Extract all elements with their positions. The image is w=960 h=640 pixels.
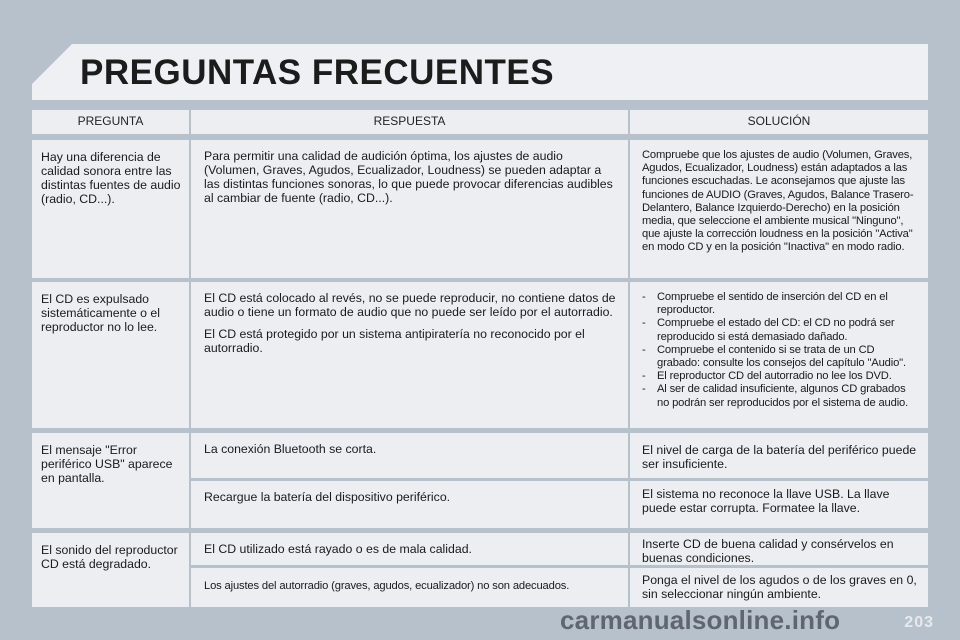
row4-answer-2: Los ajustes del autorradio (graves, agudos, ecualizador) no son adecuados. (191, 568, 628, 607)
list-item-text: Compruebe el contenido si se trata de un CD grabado: consulte los consejos del capítulo "Audio". (657, 343, 906, 370)
list-item (642, 370, 920, 383)
dash-bullet: - (642, 291, 646, 303)
row3-solution-2: El sistema no reconoce la llave USB. La llave puede estar corrupta. Formatee la llave. (630, 481, 928, 528)
list-item (642, 291, 920, 317)
dash-bullet: - (642, 317, 646, 330)
row1-answer: Para permitir una calidad de audición óptima, los ajustes de audio (Volumen, Graves, Agudos, Ecualizador, Loudness) se pueden adaptar a las distintas funciones sonoras, lo que puede provocar diferencias audibles al cambiar de fuente (radio, CD...). (191, 140, 628, 278)
header-answer: RESPUESTA (191, 110, 628, 134)
row4-solution-2: Ponga el nivel de los agudos o de los graves en 0, sin seleccionar ningún ambiente. (630, 568, 928, 607)
row2-answer-paragraph-1: El CD está colocado al revés, no se puede reproducir, no contiene datos de audio o tiene un formato de audio que no puede ser leído por el autorradio. (204, 291, 616, 319)
list-item-text: El reproductor CD del autorradio no lee los DVD. (657, 370, 892, 383)
row4-question: El sonido del reproductor CD está degradado. (32, 533, 189, 607)
page-title: PREGUNTAS FRECUENTES (80, 53, 555, 92)
row2-solution-list (642, 291, 920, 410)
list-item (642, 317, 920, 343)
row3-answer-1: La conexión Bluetooth se corta. (191, 433, 628, 478)
page-number: 203 (904, 614, 934, 631)
row3-solution-1: El nivel de carga de la batería del periférico puede ser insuficiente. (630, 433, 928, 478)
list-item-text: Al ser de calidad insuficiente, algunos CD grabados no podrán ser reproducidos por el sistema de audio. (657, 383, 909, 409)
watermark-text: carmanualsonline.info (560, 605, 841, 635)
row3-question: El mensaje "Error periférico USB" aparece en pantalla. (32, 433, 189, 528)
header-solution: SOLUCIÓN (630, 110, 928, 134)
dash-bullet: - (642, 343, 646, 356)
list-item (642, 344, 920, 370)
dash-bullet: - (642, 370, 646, 383)
row2-solution (630, 282, 928, 428)
list-item-text: Compruebe el sentido de inserción del CD en el reproductor. (657, 291, 888, 317)
row2-question: El CD es expulsado sistemáticamente o el reproductor no lo lee. (32, 282, 189, 428)
row2-answer-paragraph-2: El CD está protegido por un sistema antipiratería no reconocido por el autorradio. (204, 327, 585, 355)
dash-bullet: - (642, 383, 646, 396)
list-item (642, 383, 920, 409)
header-question: PREGUNTA (32, 110, 189, 134)
row4-solution-1: Inserte CD de buena calidad y consérvelos en buenas condiciones. (630, 533, 928, 565)
row4-answer-1: El CD utilizado está rayado o es de mala calidad. (191, 533, 628, 565)
row1-solution: Compruebe que los ajustes de audio (Volumen, Graves, Agudos, Ecualizador, Loudness) están adaptados a las funciones escuchadas. Le aconsejamos que ajuste las funciones de AUDIO (Graves, Agudos, Balance Trasero-Delantero, Balance Izquierdo-Derecho) en la posición media, que seleccione el ambiente musical "Ninguno", que ajuste la corrección loudness en la posición "Activa" en modo CD y en la posición "Inactiva" en modo radio. (630, 140, 928, 278)
row2-answer (191, 282, 628, 428)
row3-answer-2: Recargue la batería del dispositivo periférico. (191, 481, 628, 528)
list-item-text: Compruebe el estado del CD: el CD no podrá ser reproducido si está demasiado dañado. (657, 317, 895, 343)
row1-question: Hay una diferencia de calidad sonora entre las distintas fuentes de audio (radio, CD...). (32, 140, 189, 278)
